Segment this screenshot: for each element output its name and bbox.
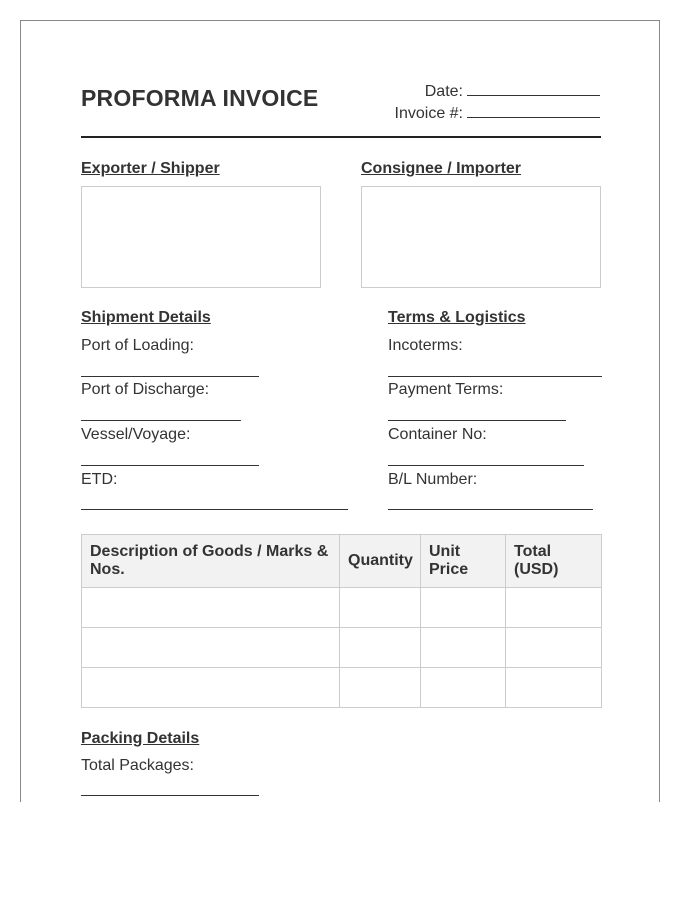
invoice-number-label: Invoice #: [394,105,463,122]
date-label: Date: [424,83,463,100]
document-title: PROFORMA INVOICE [81,85,319,111]
table-row [82,628,602,668]
table-row [82,668,602,708]
total-cell[interactable] [506,628,602,668]
incoterms-line[interactable] [388,376,602,377]
date-blank-line[interactable] [467,83,600,96]
unit-price-cell[interactable] [421,628,506,668]
port-of-loading-label: Port of Loading: [81,337,194,354]
etd-line[interactable] [81,509,348,510]
incoterms-label: Incoterms: [388,337,463,354]
quantity-cell[interactable] [340,668,421,708]
container-no-label: Container No: [388,426,487,443]
goods-table-header-row [82,535,602,588]
quantity-cell[interactable] [340,628,421,668]
total-usd-column-header: Total (USD) [506,535,602,588]
consignee-address-box[interactable] [361,186,601,288]
consignee-heading: Consignee / Importer [361,160,522,177]
vessel-voyage-line[interactable] [81,465,259,466]
bl-number-line[interactable] [388,509,593,510]
header-divider [81,136,601,138]
exporter-address-box[interactable] [81,186,321,288]
invoice-page [20,20,660,802]
payment-terms-label: Payment Terms: [388,381,504,398]
date-field [425,83,600,101]
port-of-discharge-line[interactable] [81,420,241,421]
exporter-heading: Exporter / Shipper [81,160,220,177]
total-packages-line[interactable] [81,795,259,796]
description-cell[interactable] [82,588,340,628]
etd-label: ETD: [81,471,118,488]
total-packages-label: Total Packages: [81,757,194,774]
description-cell[interactable] [82,628,340,668]
container-no-line[interactable] [388,465,584,466]
table-row [82,588,602,628]
unit-price-column-header: Unit Price [421,535,506,588]
total-cell[interactable] [506,588,602,628]
quantity-cell[interactable] [340,588,421,628]
bl-number-label: B/L Number: [388,471,478,488]
payment-terms-line[interactable] [388,420,566,421]
total-cell[interactable] [506,668,602,708]
terms-logistics-heading: Terms & Logistics [388,309,526,326]
unit-price-cell[interactable] [421,668,506,708]
packing-details-heading: Packing Details [81,730,200,747]
vessel-voyage-label: Vessel/Voyage: [81,426,191,443]
port-of-discharge-label: Port of Discharge: [81,381,210,398]
port-of-loading-line[interactable] [81,376,259,377]
invoice-number-field [395,105,600,123]
quantity-column-header: Quantity [340,535,421,588]
shipment-details-heading: Shipment Details [81,309,211,326]
description-column-header: Description of Goods / Marks & Nos. [82,535,340,588]
invoice-number-blank-line[interactable] [467,105,600,118]
description-cell[interactable] [82,668,340,708]
unit-price-cell[interactable] [421,588,506,628]
goods-table [81,534,602,708]
